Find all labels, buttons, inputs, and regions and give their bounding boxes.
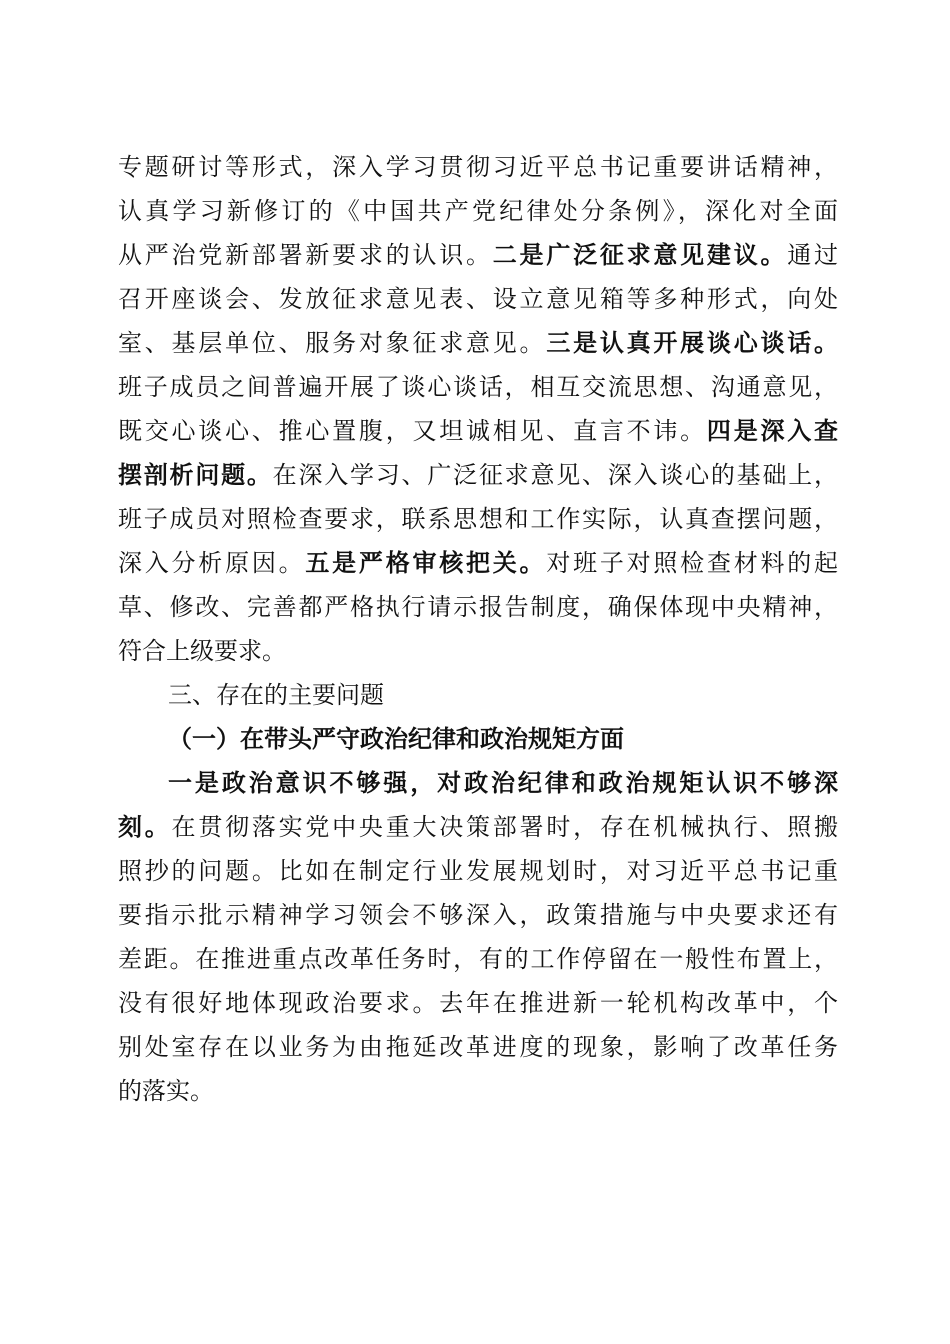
text-run: 深入分析原因。	[118, 549, 306, 577]
paragraph-2-line-5	[118, 943, 838, 975]
paragraph-1-line-12	[118, 635, 838, 667]
subsection-heading: （一）在带头严守政治纪律和政治规矩方面	[168, 725, 624, 753]
paragraph-1-line-3	[118, 239, 838, 271]
paragraph-1-line-1	[118, 151, 838, 183]
bold-lead-phrase: 一是政治意识不够强，对政治纪律和政治规矩认识不够深	[168, 769, 838, 797]
paragraph-1-line-9	[118, 503, 838, 535]
text-run: 认真学习新修订的《中国共产党纪律处分条例》，深化对全面	[118, 197, 838, 225]
text-run: 草、修改、完善都严格执行请示报告制度，确保体现中央精神，	[118, 593, 838, 621]
paragraph-2-line-3	[118, 855, 838, 887]
text-run: 既交心谈心、推心置腹，又坦诚相见、直言不讳。	[118, 417, 707, 445]
paragraph-1-line-2	[118, 195, 838, 227]
text-run: 符合上级要求。	[118, 637, 286, 665]
text-run: 要指示批示精神学习领会不够深入，政策措施与中央要求还有	[118, 901, 838, 929]
bold-lead-phrase: 摆剖析问题。	[118, 461, 273, 489]
text-run: 班子成员对照检查要求，联系思想和工作实际，认真查摆问题，	[118, 505, 838, 533]
text-run: 差距。在推进重点改革任务时，有的工作停留在一般性布置上，	[118, 945, 838, 973]
text-run: 从严治党新部署新要求的认识。	[118, 241, 493, 269]
paragraph-1-line-8	[118, 459, 838, 491]
paragraph-2-line-1	[168, 767, 838, 799]
text-run: 的落实。	[118, 1077, 214, 1105]
text-run: 专题研讨等形式，深入学习贯彻习近平总书记重要讲话精神，	[118, 153, 838, 181]
section-heading: 三、存在的主要问题	[168, 681, 384, 709]
text-run: 在深入学习、广泛征求意见、深入谈心的基础上，	[272, 461, 839, 489]
paragraph-2-line-4	[118, 899, 838, 931]
bold-lead-phrase: 刻。	[118, 813, 172, 841]
text-run: 室、基层单位、服务对象征求意见。	[118, 329, 547, 357]
paragraph-1-line-6	[118, 371, 838, 403]
text-run: 班子成员之间普遍开展了谈心谈话，相互交流思想、沟通意见，	[118, 373, 838, 401]
bold-lead-phrase: 二是广泛征求意见建议。	[492, 241, 788, 269]
paragraph-2-line-8	[118, 1075, 838, 1107]
paragraph-1-line-7	[118, 415, 838, 447]
text-run: 照抄的问题。比如在制定行业发展规划时，对习近平总书记重	[118, 857, 838, 885]
text-run: 别处室存在以业务为由拖延改革进度的现象，影响了改革任务	[118, 1033, 838, 1061]
paragraph-2-line-7	[118, 1031, 838, 1063]
text-run: 在贯彻落实党中央重大决策部署时，存在机械执行、照搬	[171, 813, 839, 841]
text-run: 通过	[787, 241, 839, 269]
text-run: 对班子对照检查材料的起	[546, 549, 839, 577]
text-run: 召开座谈会、发放征求意见表、设立意见箱等多种形式，向处	[118, 285, 838, 313]
paragraph-1-line-4	[118, 283, 838, 315]
bold-lead-phrase: 四是深入查	[706, 417, 838, 445]
paragraph-1-line-10	[118, 547, 838, 579]
paragraph-1-line-11	[118, 591, 838, 623]
paragraph-1-line-5	[118, 327, 838, 359]
bold-lead-phrase: 三是认真开展谈心谈话。	[546, 329, 839, 357]
bold-lead-phrase: 五是严格审核把关。	[305, 549, 547, 577]
paragraph-2-line-6	[118, 987, 838, 1019]
text-run: 没有很好地体现政治要求。去年在推进新一轮机构改革中，个	[118, 989, 838, 1017]
paragraph-2-line-2	[118, 811, 838, 843]
